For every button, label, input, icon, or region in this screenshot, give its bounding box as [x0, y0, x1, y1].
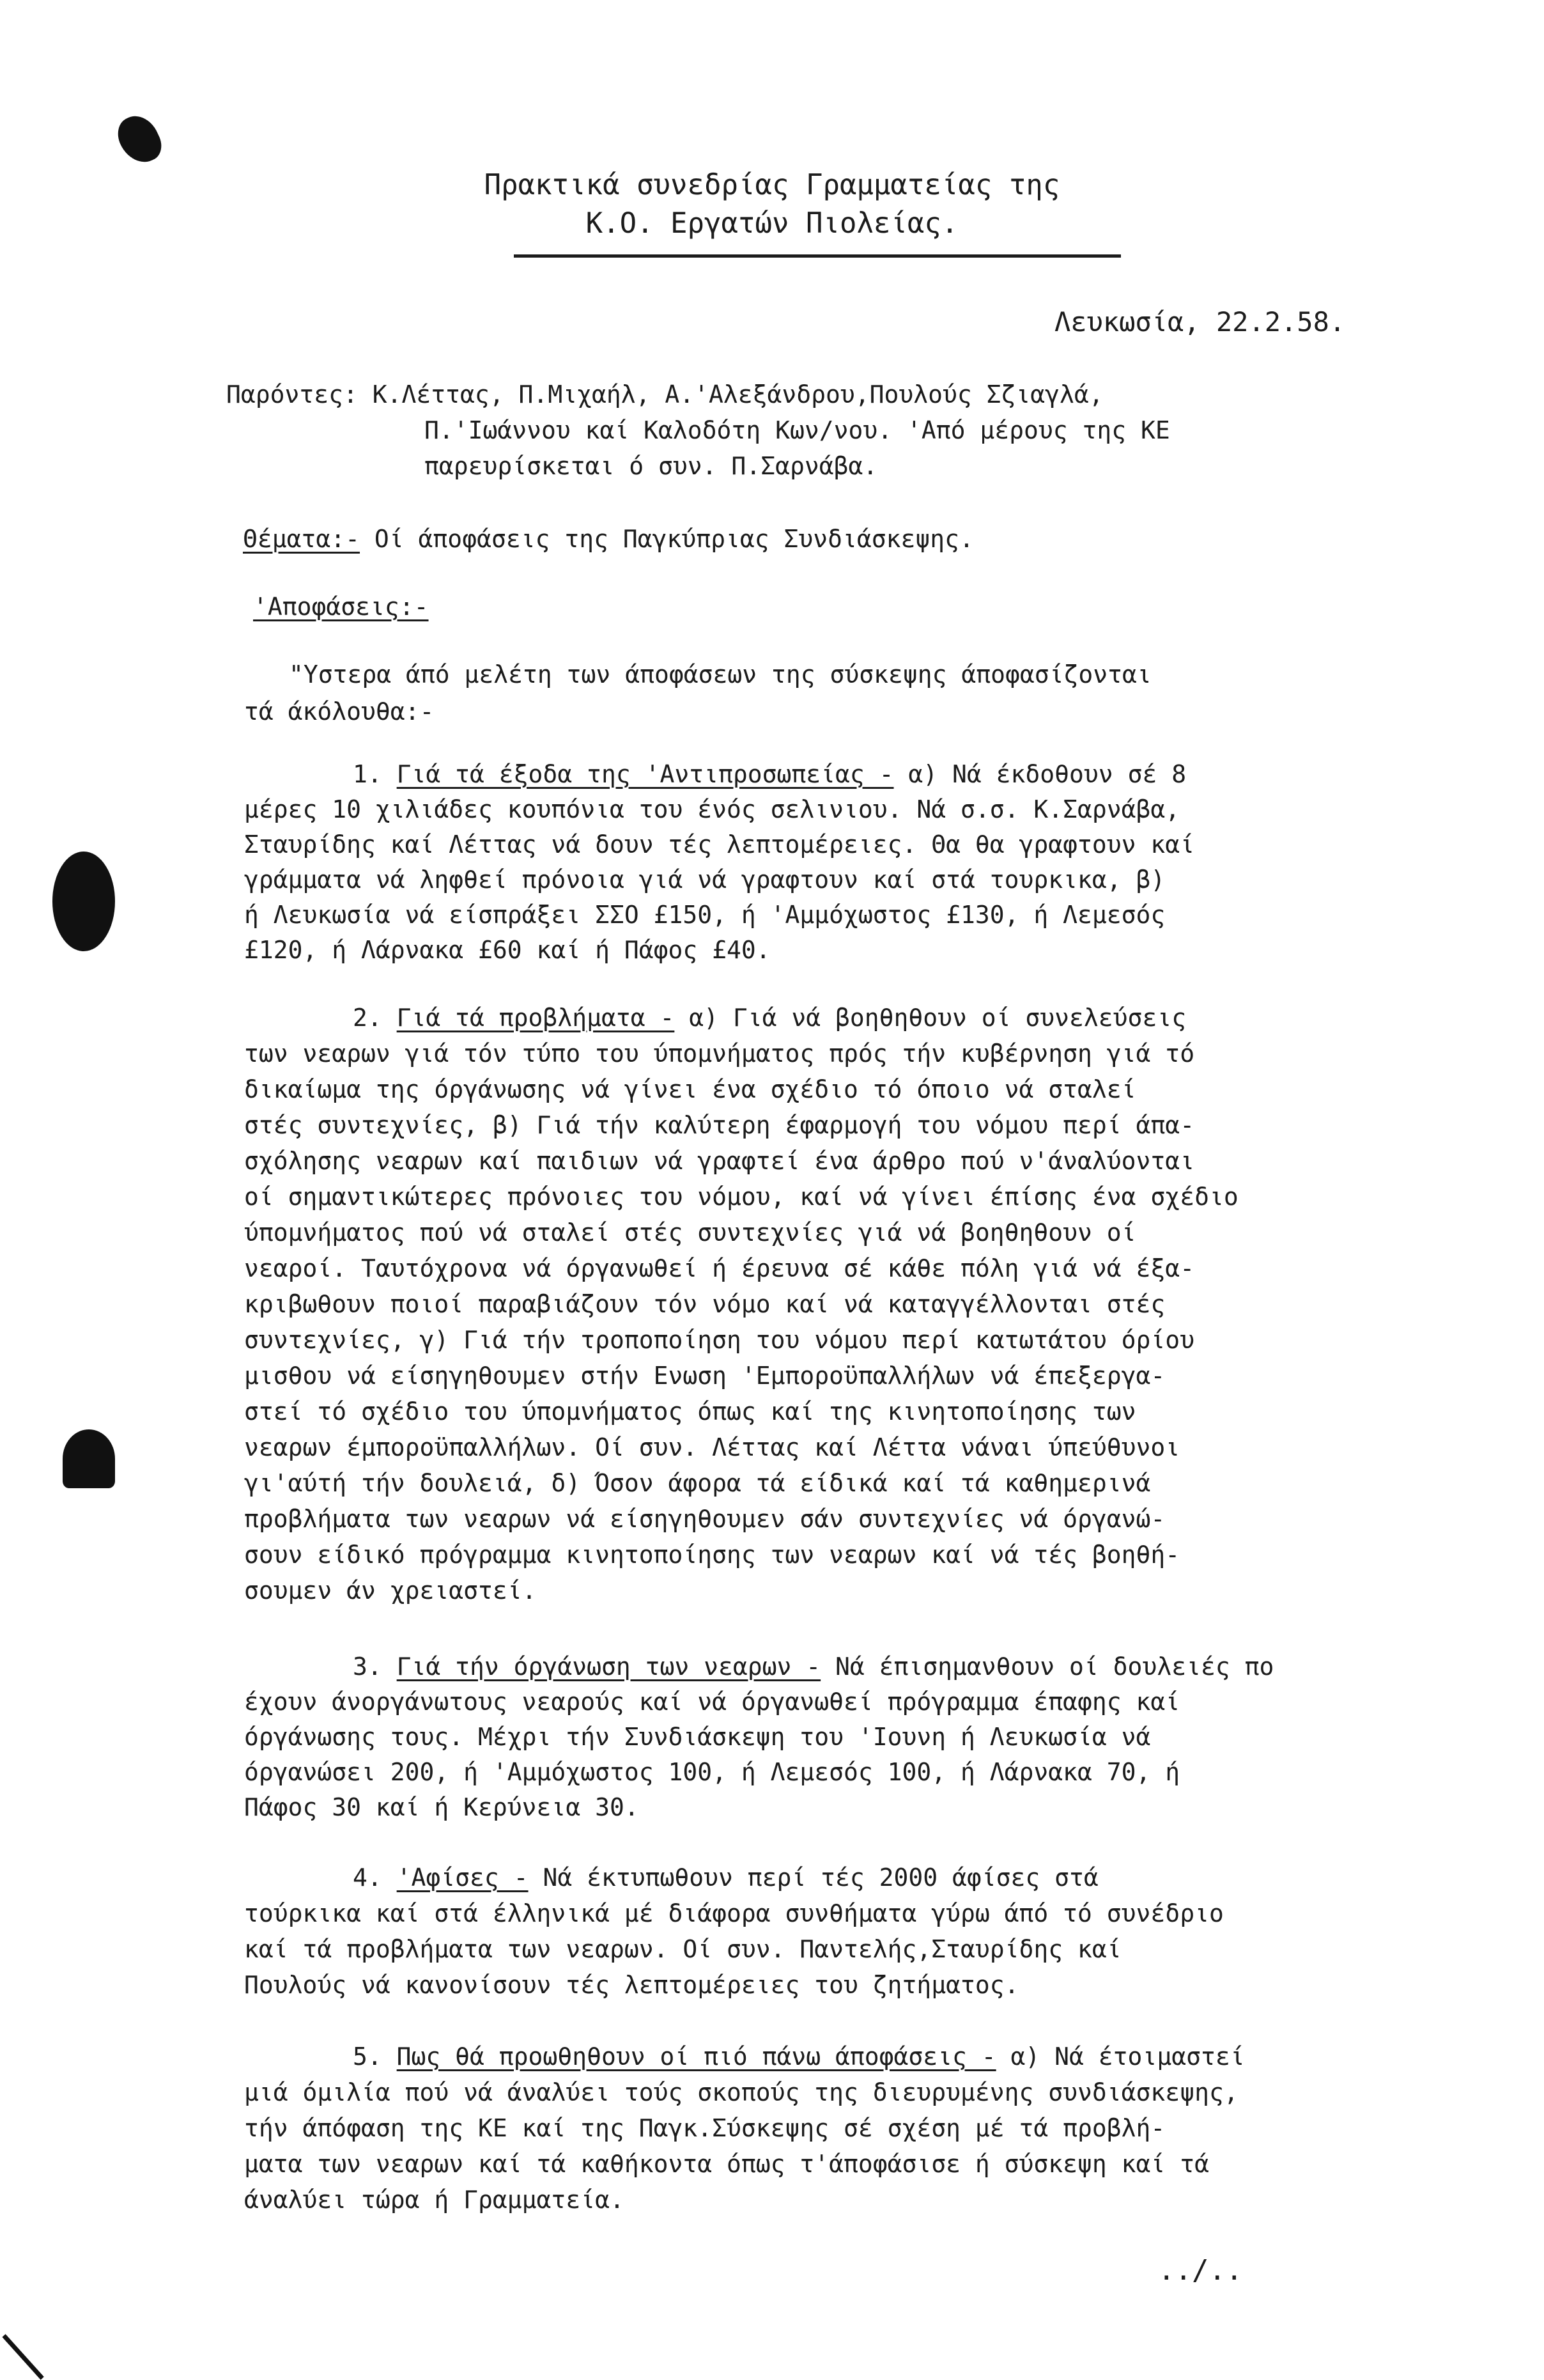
item-heading: Γιά τά προβλήματα -: [396, 1004, 675, 1032]
item-1-line: Σταυρίδης καί Λέττας νά δουν τές λεπτομέρειες. Θα θα γραφτουν καί: [244, 830, 1195, 859]
item-2-line: μισθου νά είσηγηθουμεν στήν Ενωση 'Εμποροϋπαλλήλων νά έπεξεργα-: [244, 1362, 1166, 1390]
item-2-first-line: [353, 1002, 1186, 1034]
item-5-line: άναλύει τώρα ή Γραμματεία.: [244, 2186, 624, 2214]
item-2-line: σουν είδικό πρόγραμμα κινητοποίησης των νεαρων καί νά τές βοηθή-: [244, 1541, 1180, 1569]
item-2-line: οί σημαντικώτερες πρόνοιες του νόμου, καί νά γίνει έπίσης ένα σχέδιο: [244, 1183, 1239, 1211]
item-2-line: νεαροί. Ταυτόχρονα νά όργανωθεί ή έρευνα σέ κάθε πόλη γιά νά έξα-: [244, 1254, 1195, 1282]
item-2-line: σουμεν άν χρειαστεί.: [244, 1576, 537, 1605]
intro-line-2: τά άκόλουθα:-: [244, 697, 435, 726]
item-1-line: μέρες 10 χιλιάδες κουπόνια του ένός σελινιου. Νά σ.σ. Κ.Σαρνάβα,: [244, 795, 1180, 823]
present-line-3: παρευρίσκεται ό συν. Π.Σαρνάβα.: [424, 452, 878, 480]
item-1-line: £120, ή Λάρνακα £60 καί ή Πάφος £40.: [244, 936, 771, 964]
item-4-line: τούρκικα καί στά έλληνικά μέ διάφορα συνθήματα γύρω άπό τό συνέδριο: [244, 1899, 1224, 1927]
item-1-line: γράμματα νά ληφθεί πρόνοια γιά νά γραφτουν καί στά τουρκικα, β): [244, 866, 1166, 894]
item-heading: Πως θά προωθηθουν οί πιό πάνω άποφάσεις -: [396, 2042, 996, 2071]
continuation-marker: ../..: [1158, 2254, 1243, 2287]
ink-blot-top: [112, 109, 167, 169]
topic-row: [243, 523, 974, 556]
item-number: 1.: [353, 760, 382, 788]
item-4-line: Πουλούς νά κανονίσουν τές λεπτομέρειες του ζητήματος.: [244, 1971, 1019, 1999]
item-line: α) Νά έτοιμαστεί: [996, 2042, 1245, 2071]
topic-text: Οί άποφάσεις της Παγκύπριας Συνδιάσκεψης.: [374, 525, 974, 553]
item-number: 5.: [353, 2042, 382, 2071]
item-5-line: τήν άπόφαση της ΚΕ καί της Παγκ.Σύσκεψης σέ σχέση μέ τά προβλή-: [244, 2114, 1166, 2142]
item-1-line: ή Λευκωσία νά είσπράξει ΣΣΟ £150, ή 'Αμμόχωστος £130, ή Λεμεσός: [244, 901, 1166, 929]
item-line: Νά έκτυπωθουν περί τές 2000 άφίσες στά: [528, 1863, 1099, 1892]
item-4-first-line: [353, 1862, 1099, 1894]
item-4-line: καί τά προβλήματα των νεαρων. Οί συν. Παντελής,Σταυρίδης καί: [244, 1935, 1122, 1963]
item-3-line: Πάφος 30 καί ή Κερύνεια 30.: [244, 1793, 639, 1821]
item-3-line: όργανώσει 200, ή 'Αμμόχωστος 100, ή Λεμεσός 100, ή Λάρνακα 70, ή: [244, 1758, 1180, 1786]
place-date: Λευκωσία, 22.2.58.: [1054, 306, 1346, 338]
item-2-line: γι'αύτή τήν δουλειά, δ) Όσον άφορα τά είδικά καί τά καθημερινά: [244, 1469, 1151, 1497]
topic-label: Θέματα:-: [243, 525, 360, 553]
item-3-first-line: [353, 1651, 1274, 1683]
item-2-line: ύπομνήματος πού νά σταλεί στές συντεχνίες γιά νά βοηθηθουν οί: [244, 1218, 1136, 1247]
decisions-label: 'Αποφάσεις:-: [253, 593, 429, 621]
item-2-line: συντεχνίες, γ) Γιά τήν τροποποίηση του νόμου περί κατωτάτου όρίου: [244, 1326, 1195, 1354]
present-line-1: Παρόντες: Κ.Λέττας, Π.Μιχαήλ, Α.'Αλεξάνδρου,Πουλούς Σζιαγλά,: [226, 380, 1104, 408]
item-2-line: σχόλησης νεαρων καί παιδιων νά γραφτεί ένα άρθρο πού ν'άναλύονται: [244, 1147, 1195, 1175]
item-2-line: των νεαρων γιά τόν τύπο του ύπομνήματος πρός τήν κυβέρνηση γιά τό: [244, 1039, 1195, 1068]
item-5-first-line: [353, 2041, 1245, 2073]
item-number: 2.: [353, 1004, 382, 1032]
punch-hole-mark-lower: [63, 1429, 115, 1488]
document-title-line2: Κ.Ο. Εργατών Πιολείας.: [585, 207, 959, 240]
item-number: 3.: [353, 1653, 382, 1681]
intro-line-1: "Υστερα άπό μελέτη των άποφάσεων της σύσκεψης άποφασίζονται: [289, 660, 1152, 688]
item-2-line: κριβωθουν ποιοί παραβιάζουν τόν νόμο καί νά καταγγέλλονται στές: [244, 1290, 1166, 1318]
item-2-line: στές συντεχνίες, β) Γιά τήν καλύτερη έφαρμογή του νόμου περί άπα-: [244, 1111, 1195, 1139]
item-2-line: δικαίωμα της όργάνωσης νά γίνει ένα σχέδιο τό όποιο νά σταλεί: [244, 1075, 1136, 1103]
item-heading: Γιά τά έξοδα της 'Αντιπροσωπείας -: [396, 760, 894, 788]
scan-edge-mark: [2, 2334, 43, 2380]
item-line: Νά έπισημανθουν οί δουλειές πο: [821, 1653, 1274, 1681]
item-heading: 'Αφίσες -: [396, 1863, 529, 1892]
item-heading: Γιά τήν όργάνωση των νεαρων -: [396, 1653, 821, 1681]
item-2-line: νεαρων έμποροϋπαλλήλων. Οί συν. Λέττας καί Λέττα νάναι ύπεύθυνοι: [244, 1433, 1180, 1461]
item-1-first-line: [353, 758, 1186, 791]
punch-hole-mark-upper: [52, 852, 115, 951]
present-line-2: Π.'Ιωάννου καί Καλοδότη Κων/νου. 'Από μέρους της ΚΕ: [424, 416, 1170, 444]
document-title-line1: Πρακτικά συνεδρίας Γραμματείας της: [484, 169, 1060, 201]
item-5-line: ματα των νεαρων καί τά καθήκοντα όπως τ'άποφάσισε ή σύσκεψη καί τά: [244, 2150, 1209, 2178]
item-2-line: προβλήματα των νεαρων νά είσηγηθουμεν σάν συντεχνίες νά όργανώ-: [244, 1505, 1166, 1533]
title-rule: [514, 254, 1121, 258]
item-number: 4.: [353, 1863, 382, 1892]
item-2-line: στεί τό σχέδιο του ύπομνήματος όπως καί της κινητοποίησης των: [244, 1397, 1136, 1426]
item-3-line: όργάνωσης τους. Μέχρι τήν Συνδιάσκεψη του 'Ιουνη ή Λευκωσία νά: [244, 1723, 1151, 1751]
item-3-line: έχουν άνοργάνωτους νεαρούς καί νά όργανωθεί πρόγραμμα έπαφης καί: [244, 1688, 1180, 1716]
item-line: α) Νά έκδοθουν σέ 8: [893, 760, 1187, 788]
item-line: α) Γιά νά βοηθηθουν οί συνελεύσεις: [674, 1004, 1187, 1032]
item-5-line: μιά όμιλία πού νά άναλύει τούς σκοπούς της διευρυμένης συνδιάσκεψης,: [244, 2078, 1239, 2106]
